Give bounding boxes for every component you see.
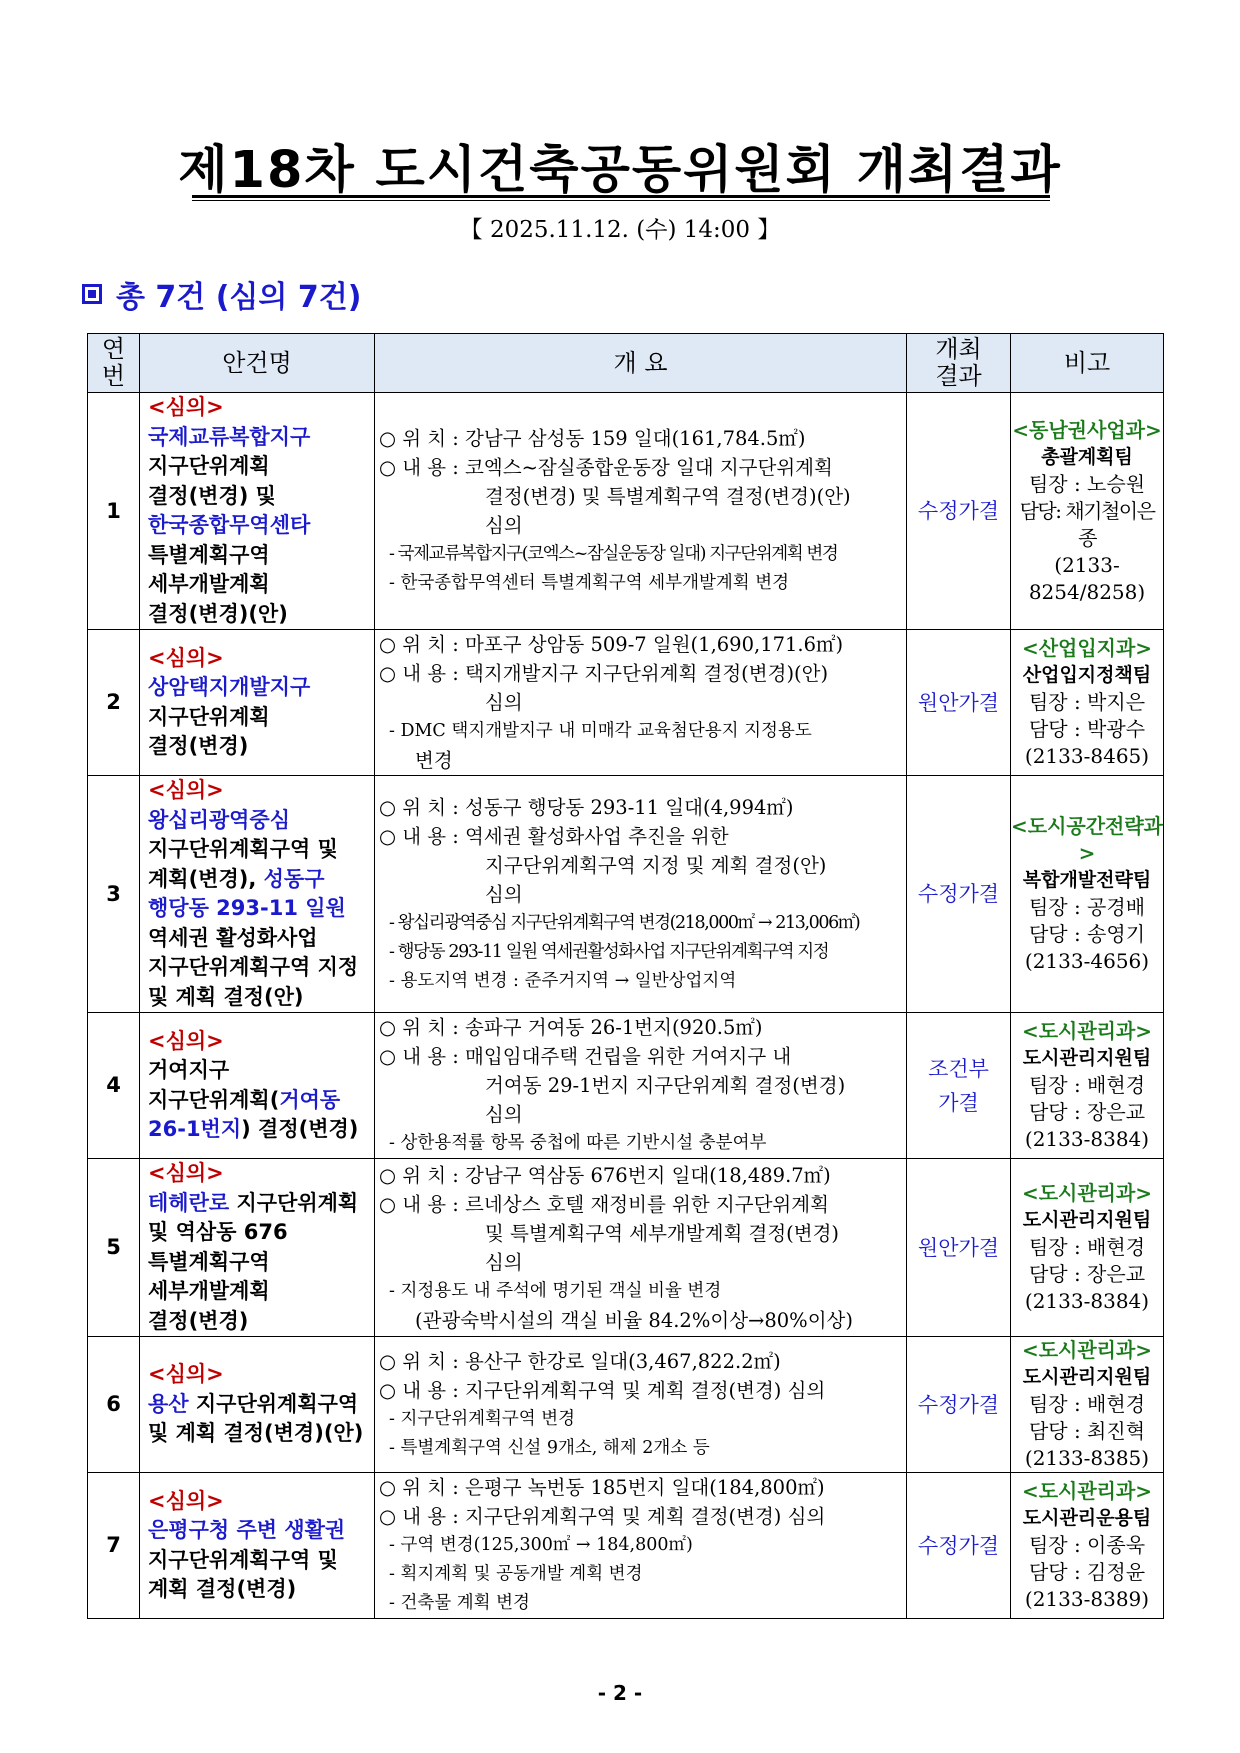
- agenda-line: 상암택지개발지구: [148, 675, 311, 699]
- overview-line: ○ 위 치 : 송파구 거여동 26-1번지(920.5㎡): [379, 1016, 763, 1039]
- agenda-name: [140, 630, 375, 776]
- row-number: 7: [88, 1473, 140, 1619]
- header-remark: 비고: [1011, 334, 1164, 393]
- header-agenda: 안건명: [140, 334, 375, 393]
- department: <동남권사업과>: [1012, 417, 1162, 442]
- agenda-line: 지구단위계획구역 및: [148, 1547, 338, 1572]
- overview-cell: [375, 1337, 907, 1473]
- result-cell: 수정가결: [907, 1337, 1011, 1473]
- overview-line: ○ 내 용 : 르네상스 호텔 재정비를 위한 지구단위계획: [379, 1192, 829, 1216]
- agenda-line: 한국종합무역센타: [148, 513, 311, 537]
- overview-line: 심의: [485, 1250, 523, 1274]
- overview-line: 거여동 29-1번지 지구단위계획 결정(변경): [485, 1074, 846, 1097]
- overview-line: - 지정용도 내 주석에 명기된 객실 비율 변경: [389, 1280, 722, 1301]
- team-name: 산업입지정책팀: [1022, 664, 1152, 686]
- agenda-table: [87, 333, 1164, 1619]
- agenda-line: 은평구청 주변 생활권: [148, 1518, 346, 1542]
- overview-line: 심의: [485, 882, 523, 906]
- team-name: 총괄계획팀: [1041, 445, 1133, 468]
- table-row: [88, 1337, 1164, 1473]
- result-cell: 원안가결: [907, 1159, 1011, 1337]
- table-row: [88, 1159, 1164, 1337]
- contact-line: (2133-8385): [1024, 1446, 1150, 1470]
- page-number: - 2 -: [597, 1681, 643, 1705]
- agenda-name: [140, 776, 375, 1013]
- agenda-line: 테헤란로 지구단위계획: [148, 1190, 359, 1215]
- agenda-line: 지구단위계획: [148, 454, 270, 478]
- row-number: 5: [88, 1159, 140, 1337]
- agenda-line: 결정(변경) 및: [148, 483, 276, 508]
- agenda-line: 및 역삼동 676: [148, 1220, 288, 1244]
- overview-line: 및 특별계획구역 세부개발계획 결정(변경): [485, 1221, 840, 1245]
- summary-heading: [82, 272, 361, 316]
- team-name: 도시관리지원팀: [1022, 1366, 1152, 1388]
- contact-line: (2133-8384): [1024, 1127, 1150, 1151]
- overview-line: ○ 위 치 : 마포구 상암동 509-7 일원(1,690,171.6㎡): [379, 633, 844, 656]
- team-name: 도시관리지원팀: [1022, 1209, 1152, 1231]
- agenda-line: 지구단위계획구역 및: [148, 837, 338, 861]
- overview-line: - 획지계획 및 공동개발 계획 변경: [389, 1564, 643, 1584]
- header-result: 개최 결과: [907, 334, 1011, 393]
- contact-line: 담당 : 박광수: [1028, 717, 1146, 741]
- title-underline-thin: [192, 200, 1050, 201]
- overview-line: 지구단위계획구역 지정 및 계획 결정(안): [485, 853, 827, 877]
- agenda-name: [140, 1013, 375, 1159]
- remark-cell: [1011, 630, 1164, 776]
- overview-line: 변경: [415, 749, 453, 772]
- agenda-line: <심의>: [148, 395, 224, 419]
- agenda-line: 및 계획 결정(안): [148, 984, 304, 1009]
- agenda-name: [140, 393, 375, 630]
- contact-line: 팀장 : 배현경: [1028, 1392, 1146, 1416]
- remark-cell: [1011, 393, 1164, 630]
- overview-cell: [375, 630, 907, 776]
- agenda-line: <심의>: [148, 1161, 224, 1185]
- department: <도시관리과>: [1021, 1338, 1153, 1362]
- overview-line: 심의: [485, 1103, 523, 1126]
- overview-line: 심의: [485, 514, 523, 537]
- overview-line: - 구역 변경(125,300㎡ → 184,800㎡): [389, 1535, 693, 1555]
- agenda-line: 결정(변경)(안): [148, 601, 288, 626]
- contact-line: 담당 : 장은교: [1028, 1262, 1146, 1286]
- contact-line: (2133-8254/8258): [1028, 552, 1146, 604]
- table-row: [88, 630, 1164, 776]
- agenda-line: 지구단위계획(거여동: [148, 1087, 341, 1112]
- team-name: 복합개발전략팀: [1022, 869, 1152, 891]
- overview-line: ○ 내 용 : 지구단위계획구역 및 계획 결정(변경) 심의: [379, 1505, 826, 1528]
- agenda-line: <심의>: [148, 1362, 224, 1387]
- overview-line: ○ 내 용 : 택지개발지구 지구단위계획 결정(변경)(안): [379, 662, 829, 685]
- agenda-line: <심의>: [148, 1028, 224, 1053]
- agenda-line: 용산 지구단위계획구역: [148, 1391, 359, 1416]
- header-overview: 개 요: [375, 334, 907, 393]
- overview-line: ○ 내 용 : 역세권 활성화사업 추진을 위한: [379, 824, 729, 848]
- overview-line: - 특별계획구역 신설 9개소, 해제 2개소 등: [389, 1437, 710, 1458]
- agenda-line: 결정(변경): [148, 734, 249, 758]
- department: <산업입지과>: [1021, 636, 1153, 660]
- result-cell: 조건부 가결: [907, 1013, 1011, 1159]
- agenda-line: 거여지구: [148, 1058, 230, 1082]
- department: <도시관리과>: [1021, 1479, 1153, 1503]
- overview-line: ○ 위 치 : 강남구 삼성동 159 일대(161,784.5㎡): [379, 427, 806, 450]
- row-number: 3: [88, 776, 140, 1013]
- agenda-line: 지구단위계획구역 지정: [148, 955, 359, 979]
- result-cell: 원안가결: [907, 630, 1011, 776]
- agenda-line: 계획(변경), 성동구: [148, 866, 325, 891]
- agenda-line: 국제교류복합지구: [148, 424, 311, 449]
- overview-cell: [375, 1013, 907, 1159]
- department: <도시공간전략과>: [1011, 814, 1163, 865]
- contact-line: 담당 : 김정윤: [1028, 1560, 1146, 1584]
- contact-line: 팀장 : 배현경: [1028, 1073, 1146, 1097]
- agenda-line: 특별계획구역: [148, 542, 270, 567]
- team-name: 도시관리지원팀: [1022, 1047, 1152, 1069]
- overview-line: - 왕십리광역중심 지구단위계획구역 변경(218,000㎡ → 213,006㎡): [389, 912, 860, 933]
- contact-line: 팀장 : 박지은: [1028, 690, 1146, 714]
- contact-line: (2133-8465): [1024, 744, 1150, 768]
- overview-line: (관광숙박시설의 객실 비율 84.2%이상→80%이상): [415, 1308, 853, 1332]
- contact-line: 담당 : 최진혁: [1028, 1419, 1146, 1443]
- agenda-line: 지구단위계획: [148, 704, 270, 729]
- overview-line: ○ 내 용 : 지구단위계획구역 및 계획 결정(변경) 심의: [379, 1378, 826, 1402]
- contact-line: (2133-8389): [1024, 1587, 1150, 1611]
- overview-cell: [375, 393, 907, 630]
- agenda-name: [140, 1337, 375, 1473]
- agenda-line: 행당동 293-11 일원: [148, 896, 346, 920]
- page-title: 제18차 도시건축공동위원회 개최결과: [178, 141, 1062, 200]
- agenda-line: <심의>: [148, 778, 224, 802]
- department: <도시관리과>: [1021, 1019, 1153, 1043]
- overview-line: - 지구단위계획구역 변경: [389, 1408, 576, 1429]
- remark-cell: [1011, 1159, 1164, 1337]
- contact-line: 담당 : 송영기: [1028, 922, 1146, 946]
- table-row: [88, 393, 1164, 630]
- overview-line: - 국제교류복합지구(코엑스~잠실운동장 일대) 지구단위계획 변경: [389, 544, 838, 564]
- contact-line: (2133-4656): [1024, 949, 1150, 973]
- row-number: 6: [88, 1337, 140, 1473]
- agenda-line: 역세권 활성화사업: [148, 925, 318, 950]
- overview-line: 결정(변경) 및 특별계획구역 결정(변경)(안): [485, 485, 851, 508]
- agenda-name: [140, 1473, 375, 1619]
- overview-line: - DMC 택지개발지구 내 미매각 교육첨단용지 지정용도: [389, 721, 812, 741]
- team-name: 도시관리운용팀: [1022, 1507, 1152, 1529]
- contact-line: 팀장 : 공경배: [1028, 895, 1146, 919]
- remark-cell: [1011, 776, 1164, 1013]
- row-number: 2: [88, 630, 140, 776]
- agenda-line: 26-1번지) 결정(변경): [148, 1117, 359, 1141]
- overview-line: - 한국종합무역센터 특별계획구역 세부개발계획 변경: [389, 573, 790, 593]
- contact-line: 담당: 채기철이은종: [1019, 498, 1155, 550]
- remark-cell: [1011, 1013, 1164, 1159]
- header-no: 연 번: [88, 334, 140, 393]
- contact-line: (2133-8384): [1024, 1289, 1150, 1313]
- agenda-line: <심의>: [148, 1488, 224, 1513]
- summary-text: 총 7건 (심의 7건): [116, 280, 362, 315]
- overview-cell: [375, 1159, 907, 1337]
- table-row: [88, 776, 1164, 1013]
- overview-cell: [375, 776, 907, 1013]
- agenda-line: 결정(변경): [148, 1308, 249, 1333]
- meeting-date: 【 2025.11.12. (수) 14:00 】: [459, 217, 781, 243]
- agenda-line: 왕십리광역중심: [148, 807, 291, 832]
- overview-line: ○ 위 치 : 강남구 역삼동 676번지 일대(18,489.7㎡): [379, 1163, 831, 1187]
- overview-line: ○ 위 치 : 용산구 한강로 일대(3,467,822.2㎡): [379, 1349, 781, 1373]
- overview-line: - 행당동 293-11 일원 역세권활성화사업 지구단위계획구역 지정: [389, 941, 829, 962]
- overview-line: - 용도지역 변경 : 준주거지역 → 일반상업지역: [389, 970, 737, 991]
- contact-line: 팀장 : 이종욱: [1028, 1533, 1146, 1557]
- contact-line: 담당 : 장은교: [1028, 1100, 1146, 1124]
- table-row: [88, 1473, 1164, 1619]
- department: <도시관리과>: [1021, 1181, 1153, 1205]
- contact-line: 팀장 : 노승원: [1028, 471, 1146, 496]
- overview-line: - 상한용적률 항목 중첩에 따른 기반시설 충분여부: [389, 1133, 767, 1153]
- overview-line: - 건축물 계획 변경: [389, 1593, 530, 1613]
- contact-line: 팀장 : 배현경: [1028, 1235, 1146, 1259]
- overview-line: ○ 내 용 : 코엑스~잠실종합운동장 일대 지구단위계획: [379, 456, 833, 479]
- agenda-line: 세부개발계획: [148, 572, 270, 596]
- remark-cell: [1011, 1473, 1164, 1619]
- agenda-line: 세부개발계획: [148, 1279, 270, 1303]
- overview-cell: [375, 1473, 907, 1619]
- row-number: 4: [88, 1013, 140, 1159]
- result-cell: 수정가결: [907, 393, 1011, 630]
- table-row: [88, 1013, 1164, 1159]
- overview-line: 심의: [485, 691, 523, 714]
- result-cell: 수정가결: [907, 1473, 1011, 1619]
- overview-line: ○ 위 치 : 은평구 녹번동 185번지 일대(184,800㎡): [379, 1476, 825, 1499]
- result-cell: 수정가결: [907, 776, 1011, 1013]
- square-bullet-icon: [82, 284, 102, 304]
- agenda-line: 계획 결정(변경): [148, 1577, 297, 1601]
- overview-line: ○ 내 용 : 매입임대주택 건립을 위한 거여지구 내: [379, 1045, 792, 1068]
- remark-cell: [1011, 1337, 1164, 1473]
- agenda-line: <심의>: [148, 645, 224, 670]
- agenda-line: 특별계획구역: [148, 1249, 270, 1274]
- row-number: 1: [88, 393, 140, 630]
- agenda-line: 및 계획 결정(변경)(안): [148, 1421, 364, 1446]
- overview-line: ○ 위 치 : 성동구 행당동 293-11 일대(4,994㎡): [379, 795, 794, 819]
- agenda-name: [140, 1159, 375, 1337]
- title-underline: [192, 195, 1050, 198]
- table-header-row: [88, 334, 1164, 393]
